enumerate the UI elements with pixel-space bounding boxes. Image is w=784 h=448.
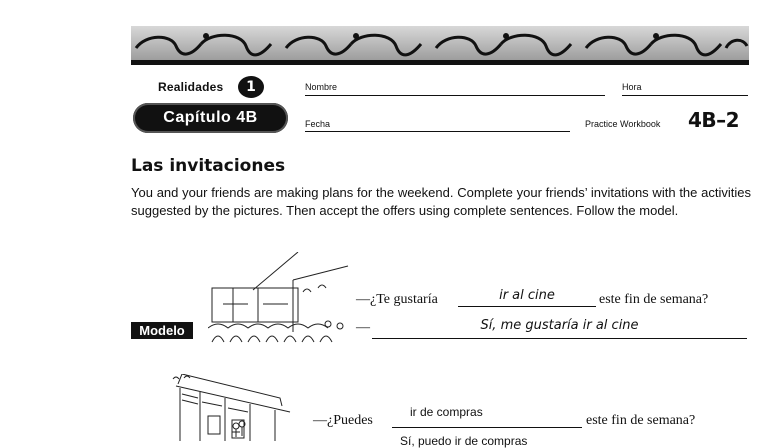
workbook-label: Practice Workbook <box>585 119 661 129</box>
hour-field[interactable] <box>622 95 748 96</box>
shopping-mall-illustration <box>170 374 300 441</box>
section-title: Las invitaciones <box>131 156 286 176</box>
item2-answer-line[interactable] <box>392 427 582 428</box>
name-field[interactable] <box>305 95 605 96</box>
model-label: Modelo <box>131 322 193 339</box>
series-title: Realidades <box>158 80 224 94</box>
model-reply: Sí, me gustaría ir al cine <box>480 318 639 333</box>
model-answer-line <box>458 306 596 307</box>
model-reply-dash: — <box>356 320 370 335</box>
hour-label: Hora <box>622 82 642 92</box>
movie-theater-illustration <box>208 252 353 344</box>
item2-question-suffix: este fin de semana? <box>586 413 696 428</box>
instructions: You and your friends are making plans for the weekend. Complete your friends’ invitations with the activities suggested by the pictures. Then accept the offers using complete sentences. Follow the model. <box>131 185 751 218</box>
name-label: Nombre <box>305 82 338 92</box>
model-reply-line <box>372 338 747 339</box>
chapter-label: Capítulo 4B <box>133 103 288 133</box>
workbook-code: 4B–2 <box>688 108 740 132</box>
level-badge: 1 <box>238 76 264 98</box>
item2-reply[interactable]: Sí, puedo ir de compras <box>400 434 528 448</box>
ornamental-banner <box>131 26 749 66</box>
item2-answer-blank[interactable]: ir de compras <box>410 405 483 419</box>
item2-question-prefix: —¿Puedes <box>313 413 373 428</box>
model-answer-blank: ir al cine <box>499 288 555 303</box>
date-field[interactable] <box>305 131 570 132</box>
date-label: Fecha <box>305 119 331 129</box>
model-question-suffix: este fin de semana? <box>599 292 709 307</box>
model-question-prefix: —¿Te gustaría <box>356 292 438 307</box>
